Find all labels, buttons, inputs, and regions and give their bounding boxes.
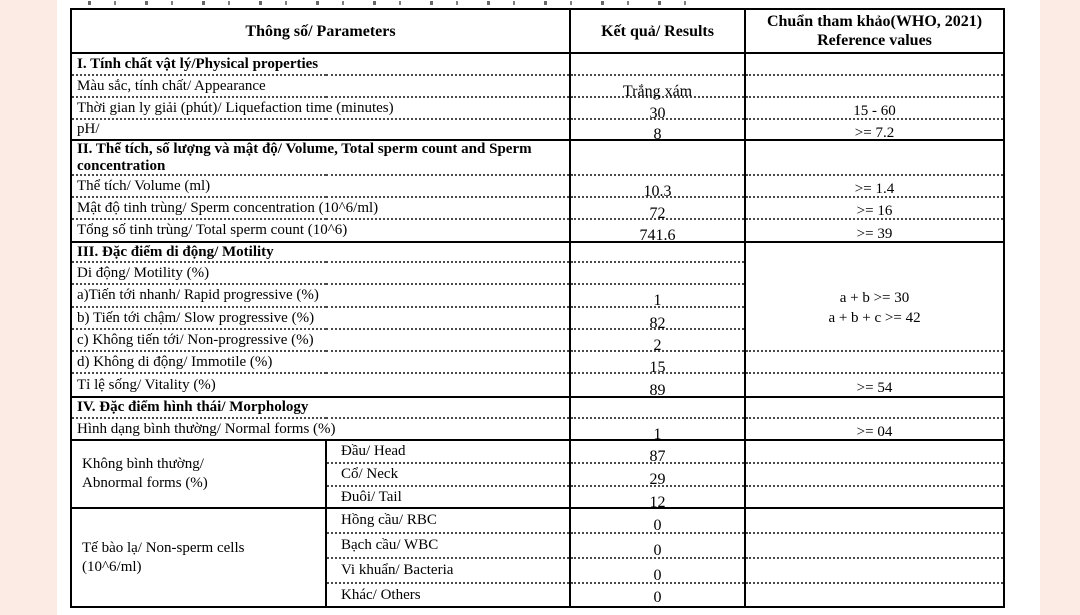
reference-value: >= 04 [856,424,893,440]
subparam-label-text: Cổ/ Neck [341,466,399,482]
result-value: 10.3 [643,182,672,200]
subparam-label [326,558,570,583]
result-value: 1 [653,292,662,309]
result-cell [570,262,745,284]
table-row [71,351,1004,373]
reference-cell [745,351,1004,373]
param-label-text: b) Tiến tới chậm/ Slow progressive (%) [77,309,315,326]
reference-cell [745,463,1004,486]
result-cell [570,351,745,376]
result-cell [570,373,745,397]
section2-title-label: II. Thể tích, số lượng và mật độ/ Volume, Total sperm count and Sperm concentration [77,141,532,174]
table-row [71,140,1004,175]
result-cell [570,486,745,511]
section1-title-label: I. Tính chất vật lý/Physical properties [77,55,319,72]
table-row [71,418,1004,440]
param-label-text: Hình dạng bình thường/ Normal forms (%) [77,420,336,437]
param-label [71,418,570,440]
result-cell [570,583,745,607]
result-cell [570,119,745,143]
param-label [71,351,570,373]
result-value: Trắng xám [622,82,693,100]
section3-title-label: III. Đặc điểm di động/ Motility [77,243,274,260]
result-cell [570,219,745,242]
result-value: 82 [649,314,666,332]
reference-cell [745,97,1004,119]
result-cell [570,533,745,558]
param-label [71,197,570,219]
param-label-text: Mật độ tinh trùng/ Sperm concentration (10^6/ml) [77,199,379,216]
result-value: 30 [649,104,666,122]
param-label-text: Thể tích/ Volume (ml) [77,177,211,194]
non-sperm-label-line1: Tế bào lạ/ Non-sperm cells [82,539,245,556]
param-label-text: a)Tiến tới nhanh/ Rapid progressive (%) [77,287,319,303]
reference-value: >= 54 [856,380,893,396]
section4-title [71,397,570,418]
non-sperm-label-line2: (10^6/ml) [82,558,142,575]
section3-title-result-cell [570,242,745,262]
table-row [71,440,1004,463]
result-value: 15 [649,358,666,376]
result-value: 741.6 [639,227,676,244]
table-header-row [71,9,1004,53]
header-results [570,9,745,53]
clipped-text-artifact [88,1,688,5]
motility-reference-line2: a + b + c >= 42 [828,309,921,326]
section4-title-ref-cell [745,397,1004,418]
section2-title-result-cell [570,140,745,175]
subparam-label-text: Bạch cầu/ WBC [341,537,439,553]
param-label [71,219,570,242]
param-label-text: Thời gian ly giải (phút)/ Liquefaction time (minutes) [77,99,394,116]
reference-cell [745,486,1004,508]
result-value: 1 [653,425,662,443]
section2-title-ref-cell [745,140,1004,175]
motility-reference-cell [745,242,1004,351]
reference-cell [745,508,1004,533]
table-row [71,508,1004,533]
param-label [71,119,570,140]
reference-value: 15 - 60 [853,103,896,119]
param-label [71,75,570,97]
subparam-label [326,583,570,607]
section1-title-ref-cell [745,53,1004,75]
table-row [71,219,1004,242]
subparam-label-text: Vi khuẩn/ Bacteria [341,562,454,578]
reference-cell [745,533,1004,558]
result-cell [570,307,745,332]
reference-cell [745,175,1004,197]
subparam-label-text: Khác/ Others [341,586,421,603]
table-row [71,373,1004,397]
reference-value: >= 7.2 [854,124,895,141]
result-cell [570,558,745,583]
table-row [71,53,1004,75]
result-value: 89 [649,381,666,399]
param-label [71,284,570,307]
param-label-text: Tỉ lệ sống/ Vitality (%) [77,376,216,393]
param-label [71,175,570,197]
result-value: 0 [653,567,662,584]
table-row [71,197,1004,219]
section4-title-label: IV. Đặc điểm hình thái/ Morphology [77,399,309,416]
result-value: 29 [649,471,666,488]
header-reference [745,9,1004,53]
motility-reference-line1: a + b >= 30 [839,289,910,306]
param-label [71,329,570,351]
reference-cell [745,440,1004,463]
header-parameters [71,9,570,53]
table-row [71,119,1004,140]
section1-title [71,53,570,75]
section4-title-result-cell [570,397,745,418]
param-label-text: Di động/ Motility (%) [77,264,210,281]
subparam-label-text: Đầu/ Head [341,443,406,459]
param-label-text: c) Không tiến tới/ Non-progressive (%) [77,331,314,348]
abnormal-forms-label-cell [71,440,326,508]
reference-cell [745,219,1004,242]
result-cell [570,75,745,100]
header-parameters-label: Thông số/ Parameters [245,22,396,40]
result-value: 0 [653,542,662,559]
abnormal-forms-label-line2: Abnormal forms (%) [82,475,208,491]
header-reference-line1: Chuẩn tham khảo(WHO, 2021) [766,13,983,30]
table-row [71,397,1004,418]
reference-cell [745,119,1004,140]
result-cell [570,329,745,354]
result-value: 8 [653,126,662,143]
result-cell [570,440,745,463]
reference-cell [745,197,1004,219]
result-value: 0 [653,588,662,606]
reference-cell [745,75,1004,97]
result-value: 0 [653,517,662,534]
param-label-text: d) Không di động/ Immotile (%) [77,353,273,370]
subparam-label [326,486,570,508]
param-label-text: Màu sắc, tính chất/ Appearance [77,77,266,94]
section3-title [71,242,570,262]
table-row [71,175,1004,197]
result-value: 87 [649,448,666,465]
section1-title-result-cell [570,53,745,75]
reference-cell [745,418,1004,440]
param-label-text: pH/ [77,121,100,137]
reference-cell [745,558,1004,583]
non-sperm-label-cell [71,508,326,607]
abnormal-forms-label-line1: Không bình thường/ [82,456,204,472]
section2-title [71,140,570,175]
param-label [71,262,570,284]
reference-cell [745,583,1004,607]
result-value: 72 [649,204,666,222]
reference-cell [745,373,1004,397]
result-cell [570,97,745,122]
subparam-label [326,533,570,558]
result-cell [570,508,745,533]
subparam-label [326,463,570,486]
subparam-label [326,440,570,463]
result-cell [570,175,745,200]
table-row [71,242,1004,262]
param-label [71,307,570,329]
semen-analysis-table [70,8,1005,608]
param-label [71,97,570,119]
param-label [71,373,570,397]
table-row [71,97,1004,119]
header-results-label: Kết quả/ Results [601,22,714,40]
result-cell [570,284,745,307]
subparam-label-text: Hồng cầu/ RBC [341,512,437,528]
param-label-text: Tổng số tinh trùng/ Total sperm count (10^6) [77,222,348,238]
reference-value: >= 16 [856,203,893,219]
result-cell [570,463,745,486]
result-cell [570,418,745,443]
table-row [71,75,1004,97]
result-value: 2 [653,336,662,354]
header-reference-line2: Reference values [817,32,932,49]
reference-value: >= 39 [856,225,893,242]
subparam-label [326,508,570,533]
result-cell [570,197,745,222]
reference-value: >= 1.4 [854,181,895,197]
result-value: 12 [649,493,666,511]
subparam-label-text: Đuôi/ Tail [341,488,402,505]
